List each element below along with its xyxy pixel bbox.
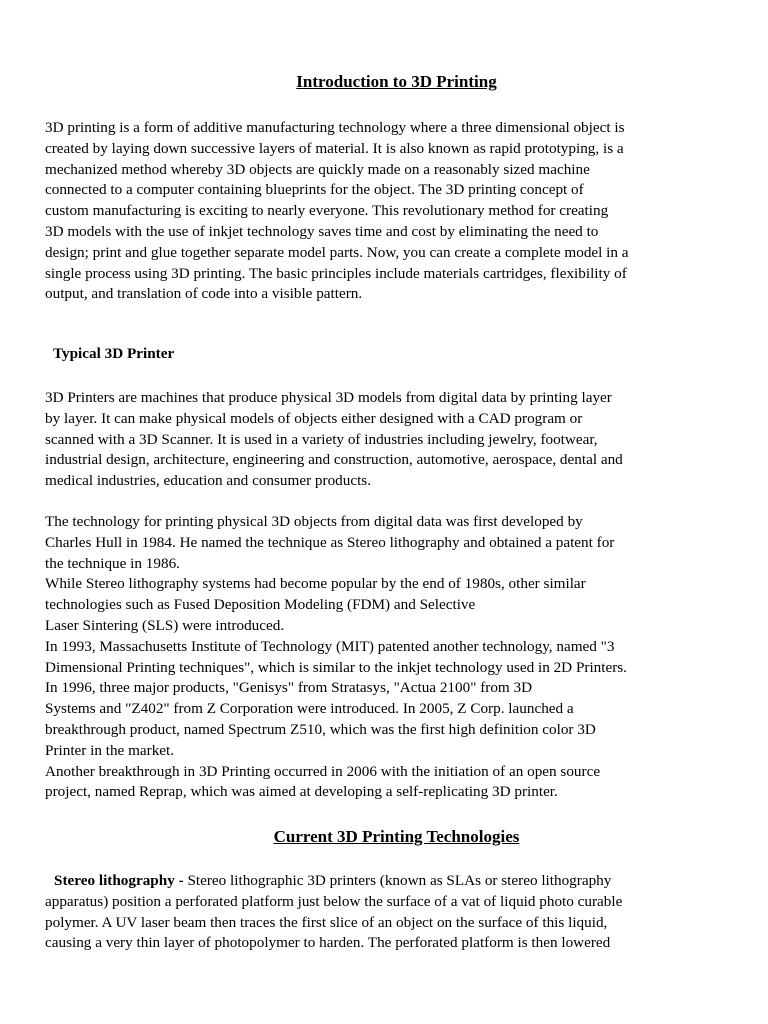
text-line: output, and translation of code into a visible pattern.: [45, 285, 363, 303]
text-line: Systems and "Z402" from Z Corporation were introduced. In 2005, Z Corp. launched a: [45, 700, 574, 718]
text-line: [45, 871, 745, 892]
intro-paragraph: [45, 118, 745, 305]
text-line: apparatus) position a perforated platform just below the surface of a vat of liquid photo curable: [45, 892, 623, 910]
printers-paragraph: [45, 388, 745, 492]
text-line: project, named Reprap, which was aimed at developing a self-replicating 3D printer.: [45, 783, 558, 801]
text-line: design; print and glue together separate model parts. Now, you can create a complete model in a: [45, 243, 629, 261]
text-line: 3D models with the use of inkjet technology saves time and cost by eliminating the need to: [45, 222, 599, 240]
text-line: medical industries, education and consumer products.: [45, 472, 372, 490]
text-line: The technology for printing physical 3D objects from digital data was first developed by: [45, 513, 583, 530]
text-line: Laser Sintering (SLS) were introduced.: [45, 616, 285, 634]
text-line: polymer. A UV laser beam then traces the first slice of an object on the surface of this liquid,: [45, 913, 608, 931]
text-line: mechanized method whereby 3D objects are quickly made on a reasonably sized machine: [45, 160, 590, 178]
text-line: technologies such as Fused Deposition Modeling (FDM) and Selective: [45, 596, 476, 614]
text-line: 3D Printers are machines that produce physical 3D models from digital data by printing layer: [45, 389, 612, 406]
text-line: created by laying down successive layers of material. It is also known as rapid prototyping, is a: [45, 139, 624, 157]
stereo-lithography-paragraph: [45, 871, 745, 954]
subheading-typical-printer: Typical 3D Printer: [53, 345, 175, 362]
text-line: by layer. It can make physical models of objects either designed with a CAD program or: [45, 409, 583, 427]
text-line: industrial design, architecture, engineering and construction, automotive, aerospace, dental and: [45, 451, 623, 469]
text-line: 3D printing is a form of additive manufacturing technology where a three dimensional object is: [45, 119, 625, 136]
text-line: single process using 3D printing. The basic principles include materials cartridges, flexibility of: [45, 264, 627, 282]
text-line: breakthrough product, named Spectrum Z510, which was the first high definition color 3D: [45, 720, 596, 738]
text-line: Printer in the market.: [45, 741, 175, 759]
text-line: the technique in 1986.: [45, 554, 180, 572]
text-line: connected to a computer containing blueprints for the object. The 3D printing concept of: [45, 181, 584, 199]
history-paragraph: [45, 512, 745, 803]
text-line: Charles Hull in 1984. He named the technique as Stereo lithography and obtained a patent for: [45, 533, 615, 551]
stereo-first-line-text: Stereo lithographic 3D printers (known as SLAs or stereo lithography: [187, 872, 612, 889]
text-line: In 1993, Massachusetts Institute of Technology (MIT) patented another technology, named "3: [45, 637, 615, 655]
stereo-lithography-term: Stereo lithography -: [54, 872, 188, 889]
text-line: Dimensional Printing techniques", which is similar to the inkjet technology used in 2D Printers.: [45, 658, 627, 676]
text-line: scanned with a 3D Scanner. It is used in a variety of industries including jewelry, footwear,: [45, 430, 598, 448]
text-line: Another breakthrough in 3D Printing occurred in 2006 with the initiation of an open source: [45, 762, 601, 780]
text-line: causing a very thin layer of photopolymer to harden. The perforated platform is then lowered: [45, 934, 611, 952]
text-line: custom manufacturing is exciting to nearly everyone. This revolutionary method for creating: [45, 202, 609, 220]
page-title: Introduction to 3D Printing: [296, 72, 497, 91]
section-title-technologies: Current 3D Printing Technologies: [273, 827, 520, 846]
text-line: While Stereo lithography systems had become popular by the end of 1980s, other similar: [45, 575, 586, 593]
text-line: In 1996, three major products, "Genisys" from Stratasys, "Actua 2100" from 3D: [45, 679, 533, 697]
